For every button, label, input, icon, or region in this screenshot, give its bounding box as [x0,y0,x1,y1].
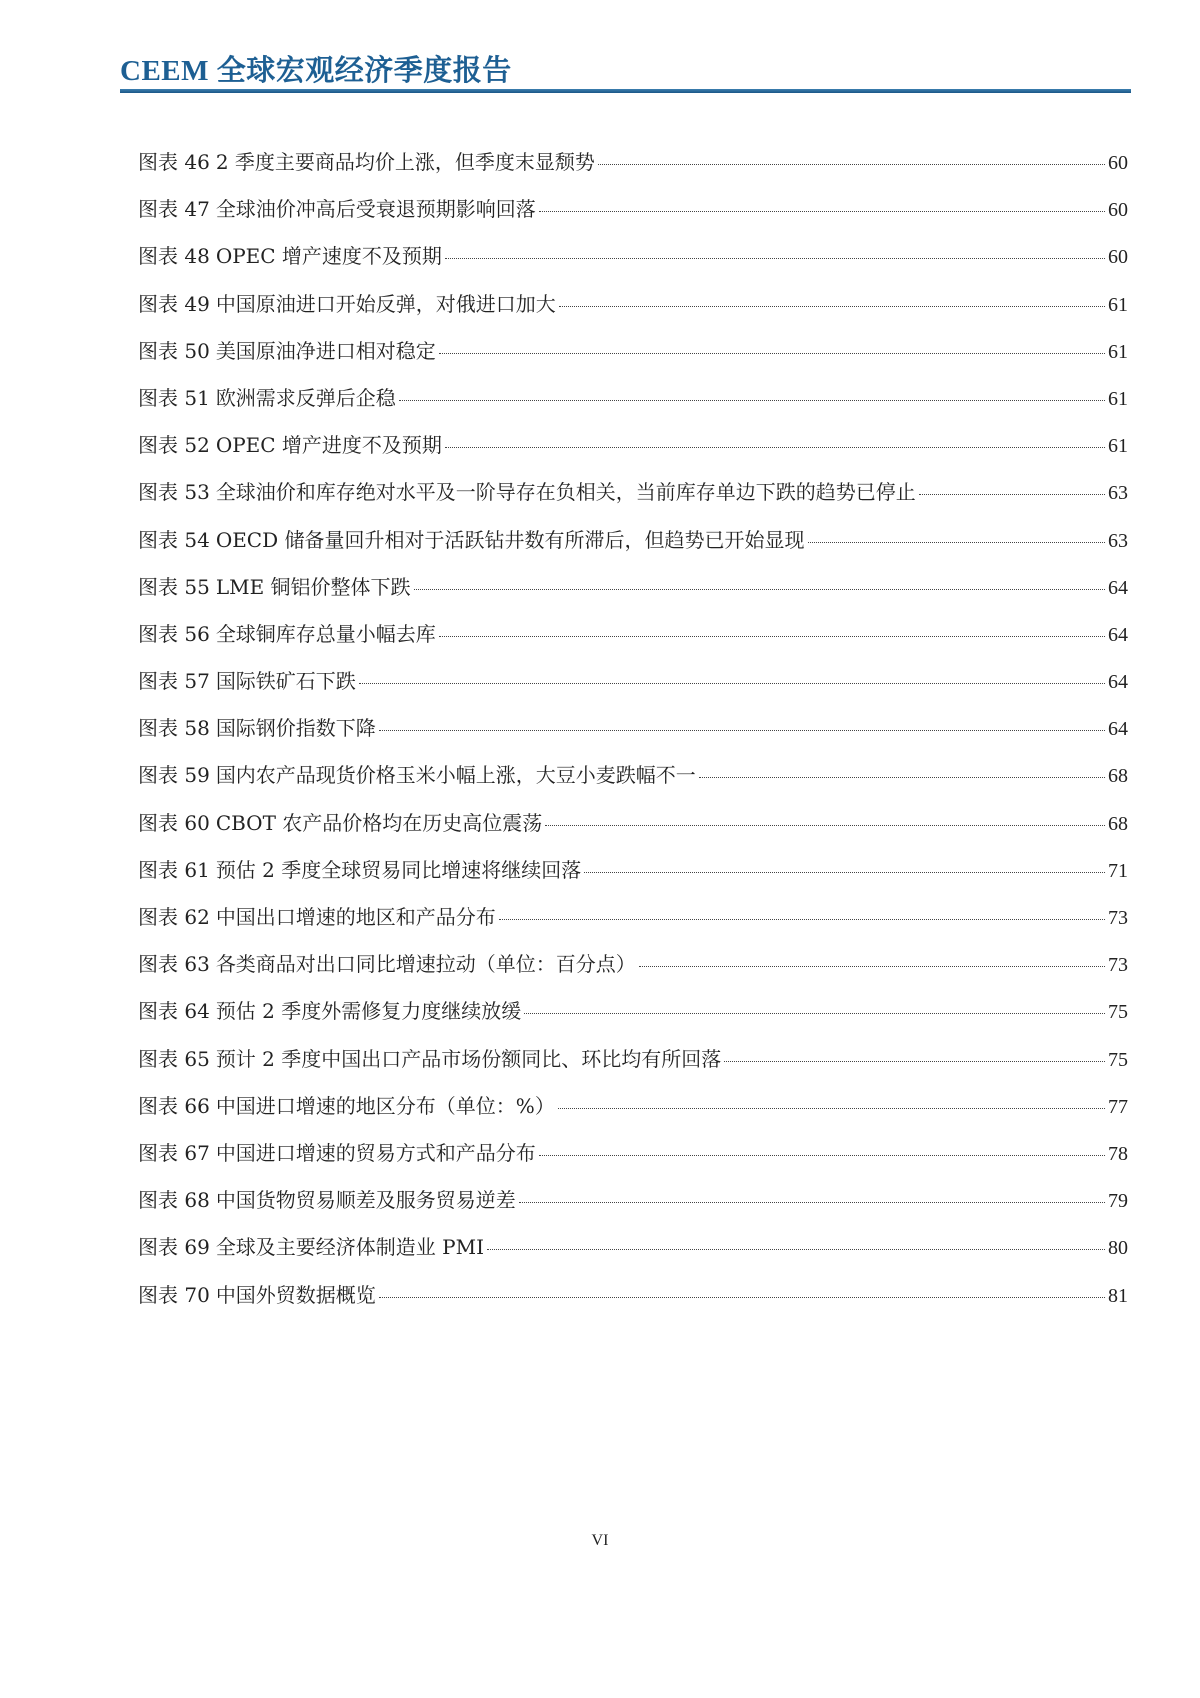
page-number: VI [591,1532,609,1549]
toc-entry[interactable] [138,1136,1128,1183]
entry-number: 60 [184,810,210,835]
dot-leader [524,1013,1105,1014]
entry-label [138,947,636,981]
entry-title: 中国外贸数据概览 [215,1282,376,1307]
entry-number: 63 [184,952,210,977]
toc-entry[interactable] [138,900,1128,947]
report-header-title: CEEM 全球宏观经济季度报告 [120,55,512,87]
entry-label [138,806,542,840]
entry-page: 63 [1108,529,1128,552]
entry-page: 61 [1108,435,1128,458]
entry-title: 国际钢价指数下降 [215,716,376,741]
entry-label [138,381,396,415]
entry-label [138,1042,721,1076]
dot-leader [439,353,1105,354]
entry-prefix: 图表 [138,291,178,316]
entry-label [138,1089,555,1123]
figure-list [138,145,1128,1325]
entry-title: 国际铁矿石下跌 [215,669,356,694]
dot-leader [559,306,1105,307]
entry-page: 68 [1108,812,1128,835]
header-divider [120,89,1131,93]
entry-prefix: 图表 [138,1093,178,1118]
dot-leader [539,211,1105,212]
entry-prefix: 图表 [138,810,178,835]
entry-number: 57 [184,669,210,694]
entry-number: 50 [184,338,210,363]
dot-leader [539,1155,1105,1156]
entry-number: 65 [184,1046,210,1071]
entry-page: 61 [1108,387,1128,410]
entry-label [138,239,442,273]
entry-label [138,145,595,179]
toc-entry[interactable] [138,239,1128,286]
entry-title: 中国出口增速的地区和产品分布 [215,905,496,929]
entry-label [138,711,376,745]
dot-leader [699,777,1105,778]
entry-title: OPEC 增产进度不及预期 [215,433,442,458]
entry-page: 81 [1108,1284,1128,1307]
dot-leader [445,447,1105,448]
entry-title: 欧洲需求反弹后企稳 [215,385,396,410]
dot-leader [439,636,1105,637]
toc-entry[interactable] [138,711,1128,758]
entry-prefix: 图表 [138,1235,178,1260]
entry-page: 63 [1108,482,1128,505]
entry-prefix: 图表 [138,1140,178,1165]
entry-title: 全球及主要经济体制造业 PMI [215,1235,485,1260]
entry-number: 49 [184,291,210,316]
entry-label [138,664,356,698]
dot-leader [545,825,1105,826]
dot-leader [499,919,1105,920]
entry-title: 中国进口增速的地区分布（单位：%） [215,1093,555,1118]
entry-title: OECD 储备量回升相对于活跃钻井数有所滞后，但趋势已开始显现 [215,527,805,552]
dot-leader [639,966,1105,967]
entry-prefix: 图表 [138,669,178,694]
entry-page: 78 [1108,1142,1128,1165]
toc-entry[interactable] [138,947,1128,994]
dot-leader [445,258,1105,259]
entry-number: 58 [184,716,210,741]
entry-title: 预估 2 季度全球贸易同比增速将继续回落 [215,857,582,882]
entry-label [138,570,411,604]
entry-title: 中国原油进口开始反弹，对俄进口加大 [215,291,556,316]
entry-number: 47 [184,197,210,222]
entry-number: 62 [184,905,210,929]
entry-label [138,1183,516,1217]
entry-number: 54 [184,527,210,552]
entry-number: 53 [184,480,210,505]
entry-label [138,1136,536,1170]
entry-title: 美国原油净进口相对稳定 [215,338,436,363]
toc-entry[interactable] [138,145,1128,192]
entry-number: 56 [184,621,210,646]
entry-page: 75 [1108,1001,1128,1024]
toc-entry[interactable] [138,664,1128,711]
toc-entry[interactable] [138,1278,1128,1325]
dot-leader [414,589,1105,590]
entry-title: 全球油价和库存绝对水平及一阶导存在负相关，当前库存单边下跌的趋势已停止 [215,480,916,505]
entry-number: 55 [184,574,210,599]
toc-entry[interactable] [138,192,1128,239]
dot-leader [519,1202,1105,1203]
entry-page: 71 [1108,859,1128,882]
entry-prefix: 图表 [138,150,178,174]
entry-title: 预估 2 季度外需修复力度继续放缓 [215,999,522,1024]
entry-page: 80 [1108,1237,1128,1260]
toc-entry[interactable] [138,758,1128,805]
dot-leader [359,683,1105,684]
entry-title: 预计 2 季度中国出口产品市场份额同比、环比均有所回落 [215,1046,722,1071]
entry-prefix: 图表 [138,527,178,552]
entry-page: 64 [1108,671,1128,694]
entry-title: 各类商品对出口同比增速拉动（单位：百分点） [215,952,636,977]
entry-prefix: 图表 [138,574,178,599]
entry-label [138,617,436,651]
toc-entry[interactable] [138,617,1128,664]
toc-entry[interactable] [138,475,1128,522]
entry-title: 国内农产品现货价格玉米小幅上涨，大豆小麦跌幅不一 [215,763,696,788]
entry-prefix: 图表 [138,1282,178,1307]
entry-title: OPEC 增产速度不及预期 [215,244,442,269]
entry-label [138,900,496,934]
entry-title: 2 季度主要商品均价上涨，但季度末显颓势 [215,150,595,174]
entry-label [138,1230,484,1264]
entry-label [138,334,436,368]
entry-prefix: 图表 [138,621,178,646]
entry-prefix: 图表 [138,480,178,505]
entry-title: LME 铜铝价整体下跌 [215,574,411,599]
entry-prefix: 图表 [138,385,178,410]
entry-label [138,523,805,557]
toc-entry[interactable] [138,1230,1128,1277]
entry-page: 61 [1108,340,1128,363]
entry-number: 48 [184,244,210,269]
entry-number: 70 [184,1282,210,1307]
entry-label [138,475,916,509]
entry-page: 73 [1108,954,1128,977]
toc-entry[interactable] [138,287,1128,334]
entry-number: 59 [184,763,210,788]
entry-label [138,192,536,226]
toc-entry[interactable] [138,428,1128,475]
dot-leader [487,1249,1105,1250]
dot-leader [379,1297,1105,1298]
entry-page: 73 [1108,907,1128,929]
toc-entry[interactable] [138,1042,1128,1089]
entry-page: 64 [1108,718,1128,741]
entry-prefix: 图表 [138,244,178,269]
entry-label [138,287,556,321]
entry-label [138,1278,376,1312]
entry-page: 61 [1108,293,1128,316]
entry-page: 68 [1108,765,1128,788]
dot-leader [399,400,1105,401]
entry-title: CBOT 农产品价格均在历史高位震荡 [215,810,543,835]
toc-entry[interactable] [138,1089,1128,1136]
entry-label [138,853,581,887]
entry-title: 中国进口增速的贸易方式和产品分布 [215,1140,536,1165]
entry-prefix: 图表 [138,952,178,977]
entry-number: 52 [184,433,210,458]
toc-entry[interactable] [138,570,1128,617]
entry-page: 60 [1108,199,1128,222]
entry-label [138,994,521,1028]
entry-number: 69 [184,1235,210,1260]
entry-number: 67 [184,1140,210,1165]
entry-prefix: 图表 [138,433,178,458]
toc-entry[interactable] [138,334,1128,381]
entry-number: 68 [184,1188,210,1213]
entry-prefix: 图表 [138,1188,178,1213]
entry-page: 60 [1108,152,1128,174]
entry-page: 77 [1108,1095,1128,1118]
entry-page: 75 [1108,1048,1128,1071]
toc-entry[interactable] [138,523,1128,570]
toc-entry[interactable] [138,381,1128,428]
dot-leader [919,494,1105,495]
entry-prefix: 图表 [138,197,178,222]
dot-leader [379,730,1105,731]
entry-prefix: 图表 [138,716,178,741]
dot-leader [584,872,1105,873]
entry-page: 60 [1108,246,1128,269]
entry-prefix: 图表 [138,905,178,929]
entry-title: 全球油价冲高后受衰退预期影响回落 [215,197,536,222]
entry-prefix: 图表 [138,1046,178,1071]
entry-page: 64 [1108,576,1128,599]
toc-entry[interactable] [138,853,1128,900]
entry-prefix: 图表 [138,999,178,1024]
entry-label [138,428,442,462]
toc-entry[interactable] [138,806,1128,853]
entry-number: 61 [184,857,210,882]
toc-entry[interactable] [138,1183,1128,1230]
entry-number: 64 [184,999,210,1024]
dot-leader [808,542,1105,543]
dot-leader [724,1061,1105,1062]
toc-entry[interactable] [138,994,1128,1041]
entry-prefix: 图表 [138,857,178,882]
entry-title: 全球铜库存总量小幅去库 [215,621,436,646]
dot-leader [558,1108,1105,1109]
entry-page: 79 [1108,1190,1128,1213]
dot-leader [598,164,1105,165]
entry-prefix: 图表 [138,338,178,363]
entry-title: 中国货物贸易顺差及服务贸易逆差 [215,1188,516,1213]
entry-number: 66 [184,1093,210,1118]
entry-label [138,758,696,792]
entry-page: 64 [1108,623,1128,646]
entry-number: 51 [184,385,210,410]
entry-number: 46 [184,150,210,174]
entry-prefix: 图表 [138,763,178,788]
